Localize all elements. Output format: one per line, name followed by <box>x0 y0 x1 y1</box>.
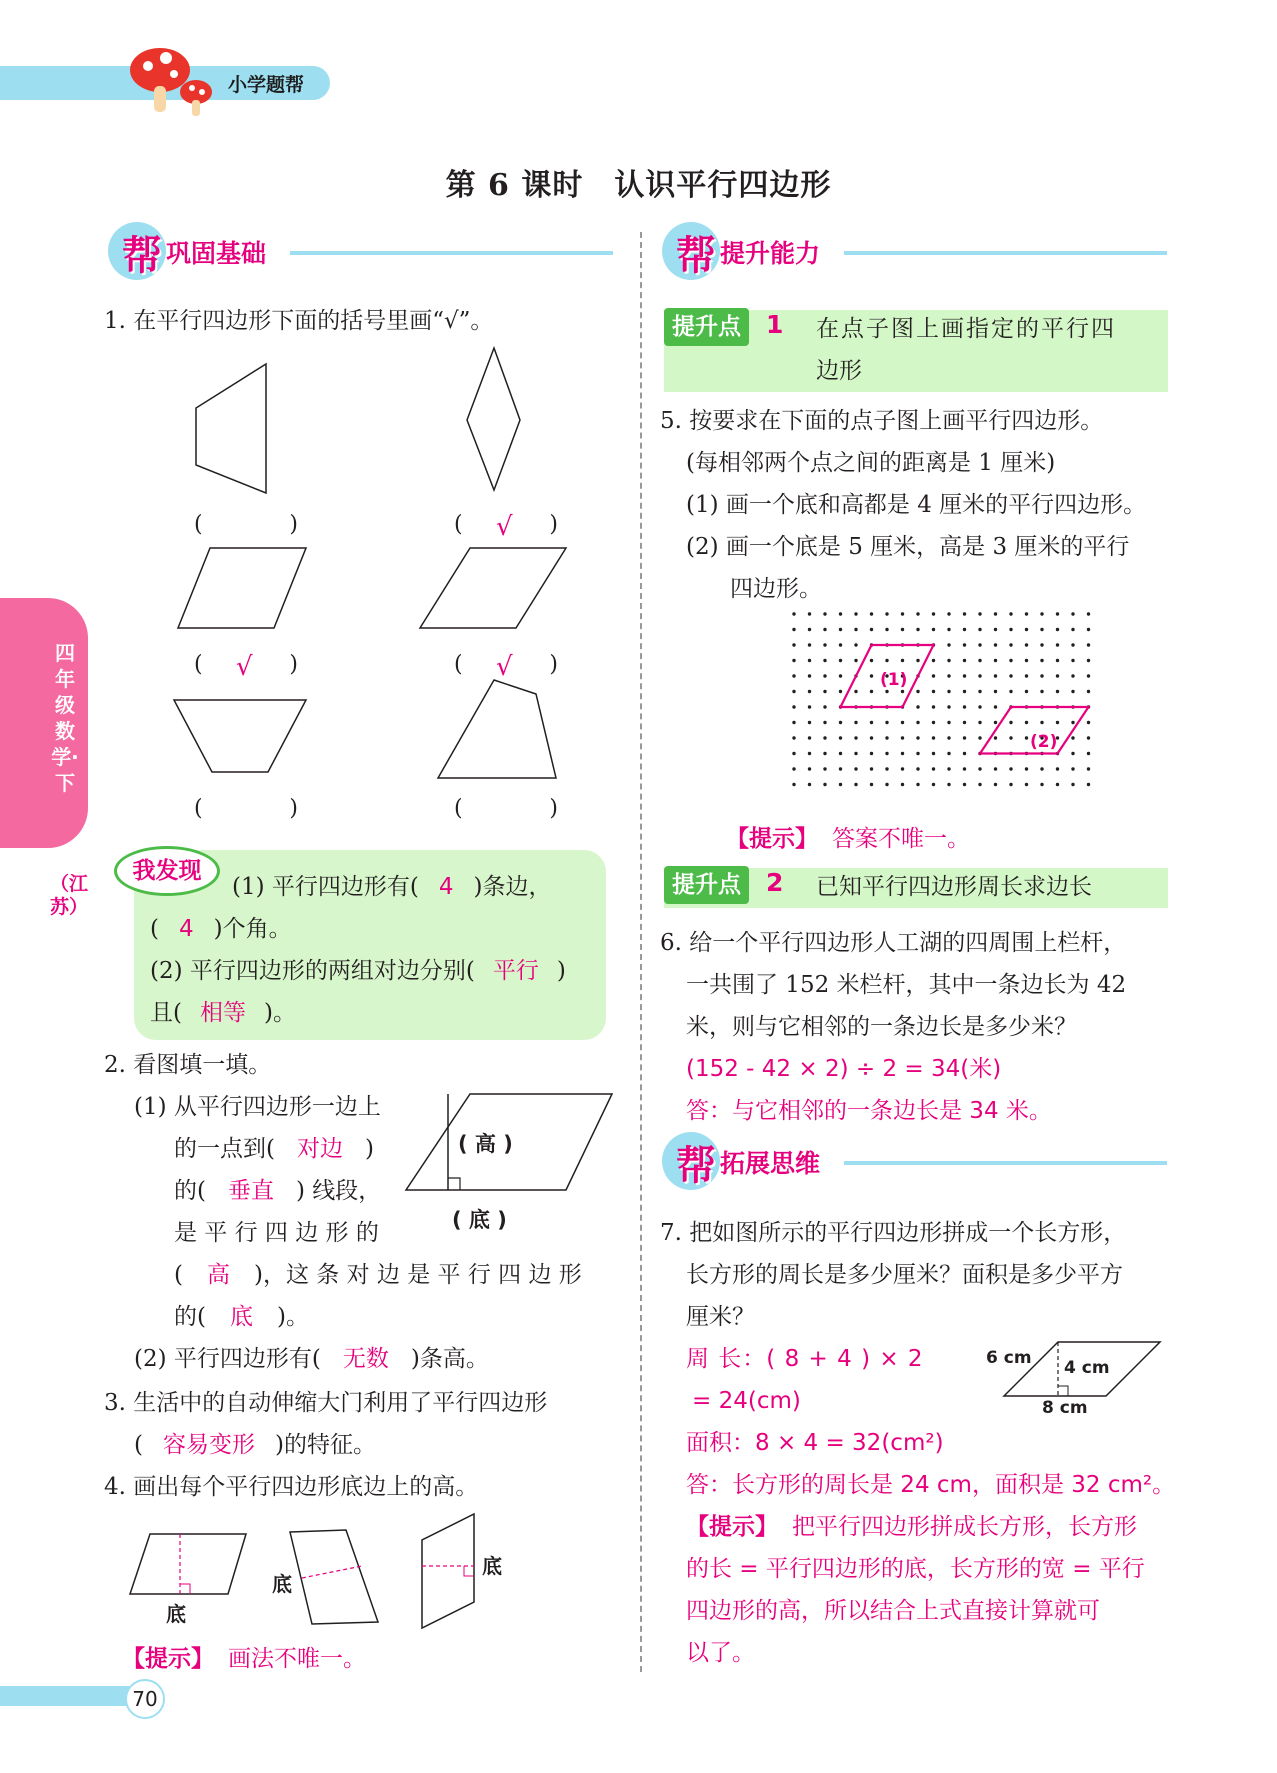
q5-fig2-label: (2) <box>1030 732 1058 752</box>
bracket: ( √ ) <box>194 652 298 682</box>
q2-text: 2. 看图填一填。 <box>104 1052 272 1078</box>
q5-line-2: (每相邻两个点之间的距离是 1 厘米) <box>686 450 1056 476</box>
q7-base-label: 8 cm <box>1042 1398 1088 1418</box>
q7-hint-3: 四边形的高，所以结合上式直接计算就可 <box>686 1598 1100 1624</box>
q5-line-3: (1) 画一个底和高都是 4 厘米的平行四边形。 <box>686 492 1147 518</box>
fig-base-label: ( 底 ) <box>452 1208 507 1232</box>
bracket: ( ) <box>194 796 298 821</box>
brand-name: 小学题帮 <box>228 74 305 96</box>
q2-p4: 是 平 行 四 边 形 的 <box>174 1220 379 1246</box>
q4-text: 4. 画出每个平行四边形底边上的高。 <box>104 1474 479 1500</box>
q6-calc: (152 - 42 × 2) ÷ 2 = 34(米) <box>686 1056 1002 1082</box>
q5-hint: 【提示】 答案不唯一。 <box>726 826 970 852</box>
q7-calc-3: 面积：8 × 4 = 32(cm²) <box>686 1430 944 1456</box>
bang-glyph: 帮 <box>122 233 162 279</box>
q7-height-label: 4 cm <box>1064 1358 1110 1378</box>
section-label: 拓展思维 <box>720 1149 821 1178</box>
page-number: 70 <box>125 1679 165 1719</box>
discovery-line-2: ( 4 )个角。 <box>150 916 292 942</box>
bracket: ( √ ) <box>454 512 558 542</box>
q7-line-1: 7. 把如图所示的平行四边形拼成一个长方形， <box>660 1220 1127 1246</box>
discovery-line-1: (1) 平行四边形有( 4 )条边， <box>232 874 552 900</box>
point1-num: 1 <box>766 310 784 339</box>
q7-hint-2: 的长 = 平行四边形的底，长方形的宽 = 平行 <box>686 1556 1145 1582</box>
q2-p6: 的( 底 )。 <box>174 1304 309 1330</box>
q2-p1: (1) 从平行四边形一边上 <box>134 1094 381 1120</box>
q7-hint-4: 以了。 <box>686 1640 755 1666</box>
q7-answer: 答：长方形的周长是 24 cm，面积是 32 cm²。 <box>686 1472 1176 1498</box>
q5-line-5: 四边形。 <box>730 576 822 602</box>
discovery-badge: 我发现 <box>114 846 220 896</box>
q6-answer: 答：与它相邻的一条边长是 34 米。 <box>686 1098 1052 1124</box>
q2-p3: 的( 垂直 ) 线段， <box>174 1178 382 1204</box>
q7-calc-2: = 24(cm) <box>692 1388 801 1414</box>
point1-line-1: 在点子图上画指定的平行四 <box>816 316 1116 342</box>
q2-p7: (2) 平行四边形有( 无数 )条高。 <box>134 1346 489 1372</box>
bracket: ( ) <box>454 796 558 821</box>
q7-calc-1: 周 长：( 8 + 4 ) × 2 <box>686 1346 924 1372</box>
q6-line-2: 一共围了 152 米栏杆，其中一条边长为 42 <box>686 972 1127 998</box>
point1-line-2: 边形 <box>816 358 862 384</box>
page-title: 第 6 课时 认识平行四边形 <box>445 168 832 203</box>
bang-glyph: 帮 <box>676 1143 716 1189</box>
point2-line-1: 已知平行四边形周长求边长 <box>816 874 1092 900</box>
q2-p5: ( 高 )，这 条 对 边 是 平 行 四 边 形 <box>174 1262 582 1288</box>
point2-badge: 提升点 <box>664 866 749 904</box>
q4-base-label: 底 <box>166 1602 186 1626</box>
side-tab-province: （江苏） <box>50 873 89 918</box>
q2-p2: 的一点到( 对边 ) <box>174 1136 374 1162</box>
point1-badge: 提升点 <box>664 308 749 346</box>
q7-line-3: 厘米？ <box>686 1304 755 1330</box>
q4-base-label: 底 <box>272 1572 292 1596</box>
q5-fig1-label: (1) <box>880 670 908 690</box>
q3-line-2: ( 容易变形 )的特征。 <box>134 1432 376 1458</box>
bang-glyph: 帮 <box>676 233 716 279</box>
fig-height-label: ( 高 ) <box>458 1132 513 1156</box>
bracket: ( ) <box>194 512 298 537</box>
bracket: ( √ ) <box>454 652 558 682</box>
answer-mark: √ <box>236 652 253 682</box>
q6-line-3: 米，则与它相邻的一条边长是多少米？ <box>686 1014 1077 1040</box>
discovery-line-3: (2) 平行四边形的两组对边分别( 平行 ) <box>150 958 566 984</box>
section-label: 巩固基础 <box>166 239 267 268</box>
q7-side-label: 6 cm <box>986 1348 1032 1368</box>
q5-line-4: (2) 画一个底是 5 厘米，高是 3 厘米的平行 <box>686 534 1130 560</box>
q5-line-1: 5. 按要求在下面的点子图上画平行四边形。 <box>660 408 1104 434</box>
q1-text: 1. 在平行四边形下面的括号里画“√”。 <box>104 308 494 334</box>
answer-mark: √ <box>496 652 513 682</box>
q4-base-label: 底 <box>482 1554 502 1578</box>
q7-line-2: 长方形的周长是多少厘米？面积是多少平方 <box>686 1262 1123 1288</box>
q6-line-1: 6. 给一个平行四边形人工湖的四周围上栏杆， <box>660 930 1127 956</box>
answer-mark: √ <box>496 512 513 542</box>
q7-hint-1: 【提示】 把平行四边形拼成长方形，长方形 <box>686 1514 1137 1540</box>
point2-num: 2 <box>766 868 784 897</box>
discovery-line-4: 且( 相等 )。 <box>150 1000 296 1026</box>
section-label: 提升能力 <box>720 239 821 268</box>
q4-hint: 【提示】 画法不唯一。 <box>122 1646 366 1672</box>
side-tab-grade: 四年级数学·下 <box>51 641 79 795</box>
q3-line-1: 3. 生活中的自动伸缩大门利用了平行四边形 <box>104 1390 548 1416</box>
